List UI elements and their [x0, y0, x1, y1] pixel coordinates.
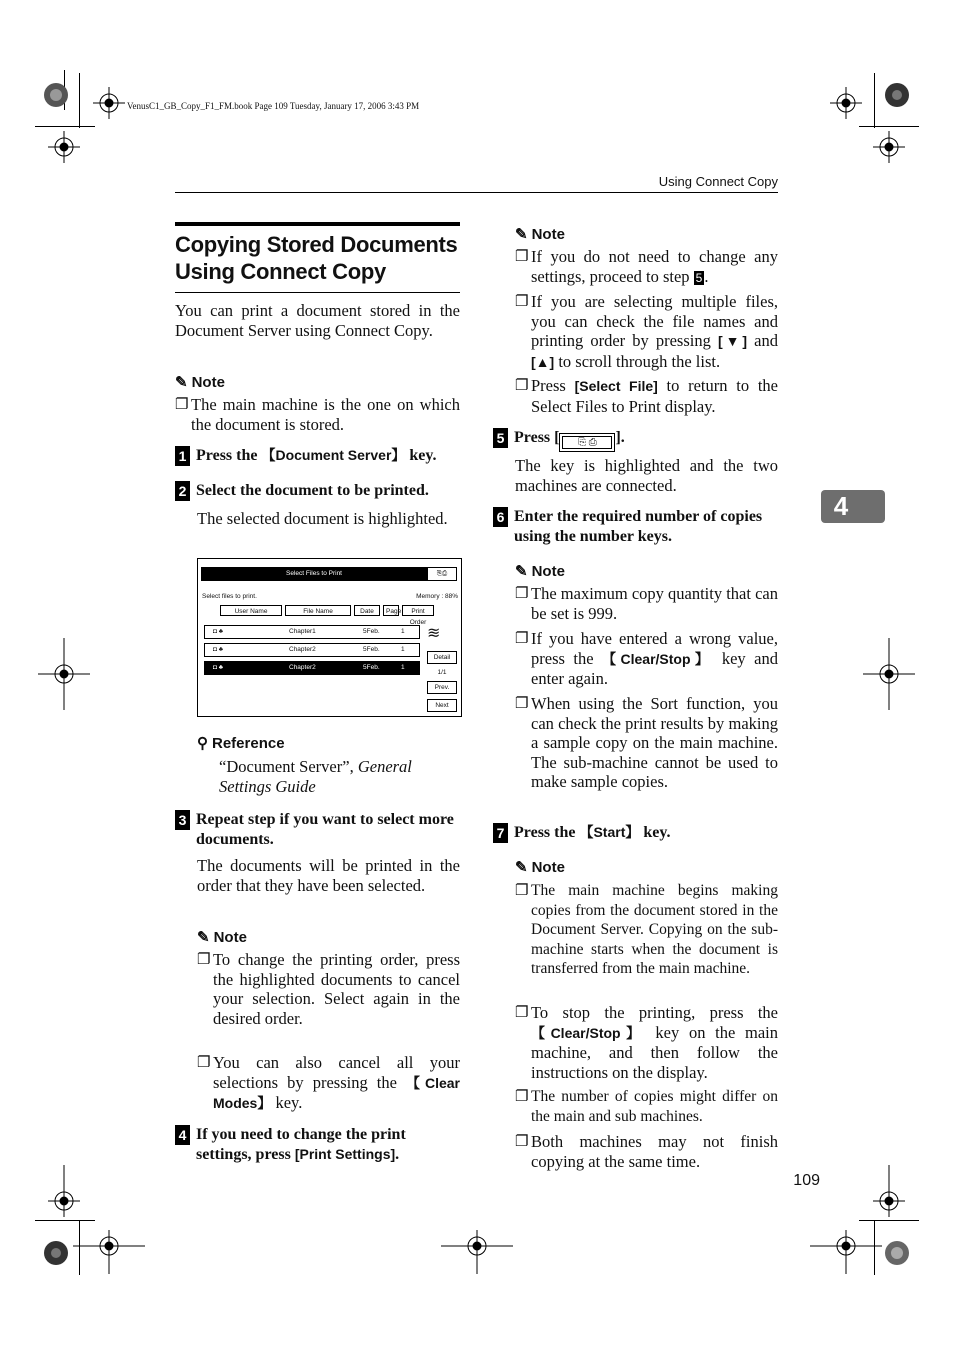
reference-heading: ⚲ Reference	[197, 734, 285, 752]
prev-button[interactable]: Prev.	[427, 681, 457, 694]
step-3-body: The documents will be printed in the order that they have been selected.	[197, 856, 460, 895]
col-print-order[interactable]: Print Order	[402, 605, 434, 616]
file-info: VenusC1_GB_Copy_F1_FM.book Page 109 Tuesday, January 17, 2006 3:43 PM	[127, 101, 420, 111]
step-3: 3 Repeat step if you want to select more documents.	[175, 810, 460, 849]
note-item: ❐ Press [Select File] to return to the Select Files to Print display.	[515, 376, 778, 416]
note-item: ❐ The main machine begins making copies from the document stored in the Document Server. Copying on the sub-machine starts when the document is transferred from the main machine.	[515, 881, 778, 978]
note-heading: ✎ Note	[515, 225, 565, 243]
select-files-screen	[197, 558, 462, 717]
page-counter: 1/1	[427, 667, 457, 680]
magnifier-icon: ⚲	[197, 735, 208, 752]
screen-title: Select Files to Print	[201, 567, 427, 581]
note-item: ❐ You can also cancel all your selections by pressing the 【Clear Modes】 key.	[197, 1053, 461, 1113]
step-ref: 5	[695, 270, 703, 285]
pencil-icon: ✎	[175, 374, 188, 391]
title-rule	[175, 292, 460, 293]
page-number: 109	[793, 1172, 820, 1189]
note-item: ❐ Both machines may not finish copying at the same time.	[515, 1132, 778, 1171]
step-5: 5 Press [ ⎘ ⎙ ].	[493, 428, 778, 452]
pencil-icon: ✎	[197, 929, 210, 946]
intro-paragraph: You can print a document stored in the Document Server using Connect Copy.	[175, 301, 460, 340]
screen-subtitle: Select files to print.	[202, 593, 257, 600]
step-6: 6 Enter the required number of copies using the number keys.	[493, 507, 778, 546]
col-user-name[interactable]: User Name	[220, 605, 282, 616]
note-item: ❐ To change the printing order, press the highlighted documents to cancel your selection. Select again in the desired order.	[197, 950, 460, 1028]
running-header: Using Connect Copy	[658, 174, 778, 189]
note-item: ❐ If you have entered a wrong value, press the 【Clear/Stop】 key and enter again.	[515, 629, 778, 689]
connect-copy-key-icon: ⎘ ⎙	[559, 433, 615, 452]
section-bar	[175, 222, 460, 226]
pencil-icon: ✎	[515, 859, 528, 876]
connect-copy-icon[interactable]: ⎘⎙	[427, 567, 457, 581]
step-2-body: The selected document is highlighted.	[197, 509, 448, 528]
detail-button[interactable]: Detail	[427, 651, 457, 664]
file-row-selected[interactable]: ◘ ♣ Chapter2 5Feb. 1	[204, 661, 420, 675]
note-heading: ✎ Note	[197, 928, 247, 946]
note-heading: ✎ Note	[515, 562, 565, 580]
next-button[interactable]: Next	[427, 699, 457, 712]
col-file-name[interactable]: File Name	[285, 605, 351, 616]
col-page[interactable]: Page	[383, 605, 399, 616]
reference-text: “Document Server”, General Settings Guide	[219, 757, 412, 796]
step-7: 7 Press the 【Start】 key.	[493, 823, 778, 843]
note-item: ❐ The main machine is the one on which the document is stored.	[175, 395, 460, 434]
chapter-tab: 4	[821, 490, 885, 523]
note-item: ❐ To stop the printing, press the 【Clear/Stop】 key on the main machine, and then follow the instructions on the display.	[515, 1003, 778, 1082]
note-heading: ✎ Note	[515, 858, 565, 876]
memory-readout: Memory : 88%	[416, 593, 458, 600]
pencil-icon: ✎	[515, 563, 528, 580]
file-row[interactable]: ◘ ♣ Chapter1 5Feb. 1	[204, 625, 420, 639]
note-item: ❐ If you do not need to change any settings, proceed to step 5 .	[515, 247, 778, 286]
pencil-icon: ✎	[515, 226, 528, 243]
document-stack-icon: ≋	[427, 625, 441, 642]
note-heading: ✎ Note	[175, 373, 225, 391]
col-date[interactable]: Date	[354, 605, 380, 616]
note-item: ❐ The maximum copy quantity that can be set is 999.	[515, 584, 778, 623]
column-headers	[220, 605, 434, 626]
step-5-body: The key is highlighted and the two machines are connected.	[515, 456, 778, 495]
note-item: ❐ When using the Sort function, you can check the print results by making a sample copy on the main machine. The sub-machine cannot be used to make sample copies.	[515, 694, 778, 792]
step-4: 4 If you need to change the print settings, press [Print Settings].	[175, 1125, 460, 1164]
header-rule	[175, 192, 778, 193]
step-2: 2 Select the document to be printed.	[175, 481, 460, 501]
file-row[interactable]: ◘ ♣ Chapter2 5Feb. 1	[204, 643, 420, 657]
note-item: ❐ If you are selecting multiple files, you can check the file names and printing order by pressing [▼] and [▲] to scroll through the list.	[515, 292, 778, 371]
note-item: ❐ The number of copies might differ on the main and sub machines.	[515, 1087, 778, 1125]
section-title: Copying Stored Documents Using Connect Copy	[175, 232, 458, 284]
step-1: 1 Press the 【Document Server】 key.	[175, 446, 460, 466]
